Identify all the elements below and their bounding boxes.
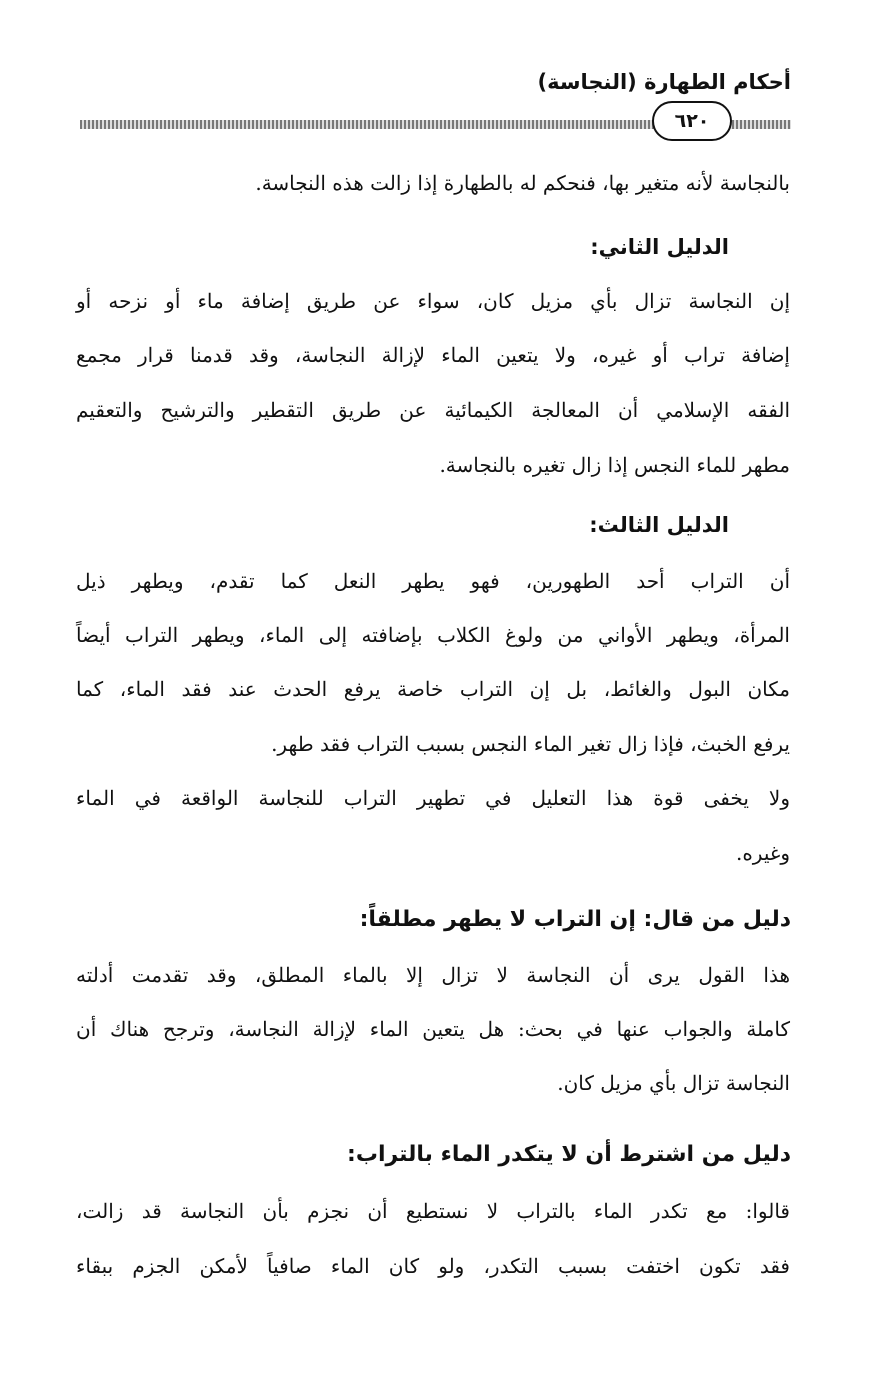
running-title: أحكام الطهارة (النجاسة) [537,70,791,94]
text-line: ولا يخفى قوة هذا التعليل في تطهير التراب للنجاسة الواقعة في الماء [76,786,790,810]
text-line: أن التراب أحد الطهورين، فهو يطهر النعل كما تقدم، ويطهر ذيل [76,569,790,593]
page-number: ٦٢٠ [652,101,732,141]
text-line: الفقه الإسلامي أن المعالجة الكيمائية عن طريق التقطير والترشيح والتعقيم [76,398,790,422]
section-heading: الدليل الثالث: [589,513,729,537]
text-line: هذا القول يرى أن النجاسة لا تزال إلا بالماء المطلق، وقد تقدمت أدلته [76,963,790,987]
text-line: فقد تكون اختفت بسبب التكدر، ولو كان الماء صافياً لأمكن الجزم ببقاء [76,1254,790,1278]
text-line: النجاسة تزال بأي مزيل كان. [557,1071,790,1095]
text-line: بالنجاسة لأنه متغير بها، فنحكم له بالطهارة إذا زالت هذه النجاسة. [255,171,790,195]
text-line: كاملة والجواب عنها في بحث: هل يتعين الماء لإزالة النجاسة، وترجح هناك أن [76,1017,790,1041]
section-heading: دليل من قال: إن التراب لا يطهر مطلقاً: [359,907,791,932]
text-line: يرفع الخبث، فإذا زال تغير الماء النجس بسبب التراب فقد طهر. [271,732,790,756]
text-line: وغيره. [735,841,790,865]
text-line: مطهر للماء النجس إذا زال تغيره بالنجاسة. [439,453,790,477]
section-heading: دليل من اشترط أن لا يتكدر الماء بالتراب: [347,1142,791,1167]
text-line: قالوا: مع تكدر الماء بالتراب لا نستطيع أن نجزم بأن النجاسة قد زالت، [76,1199,790,1223]
text-line: إن النجاسة تزال بأي مزيل كان، سواء عن طريق إضافة ماء أو نزحه أو [76,289,790,313]
text-line: مكان البول والغائط، بل إن التراب خاصة يرفع الحدث عند فقد الماء، كما [76,677,790,701]
section-heading: الدليل الثاني: [590,235,729,259]
text-line: المرأة، ويطهر الأواني من ولوغ الكلاب بإضافته إلى الماء، ويطهر التراب أيضاً [76,623,790,647]
text-line: إضافة تراب أو غيره، ولا يتعين الماء لإزالة النجاسة، وقد قدمنا قرار مجمع [76,343,790,367]
